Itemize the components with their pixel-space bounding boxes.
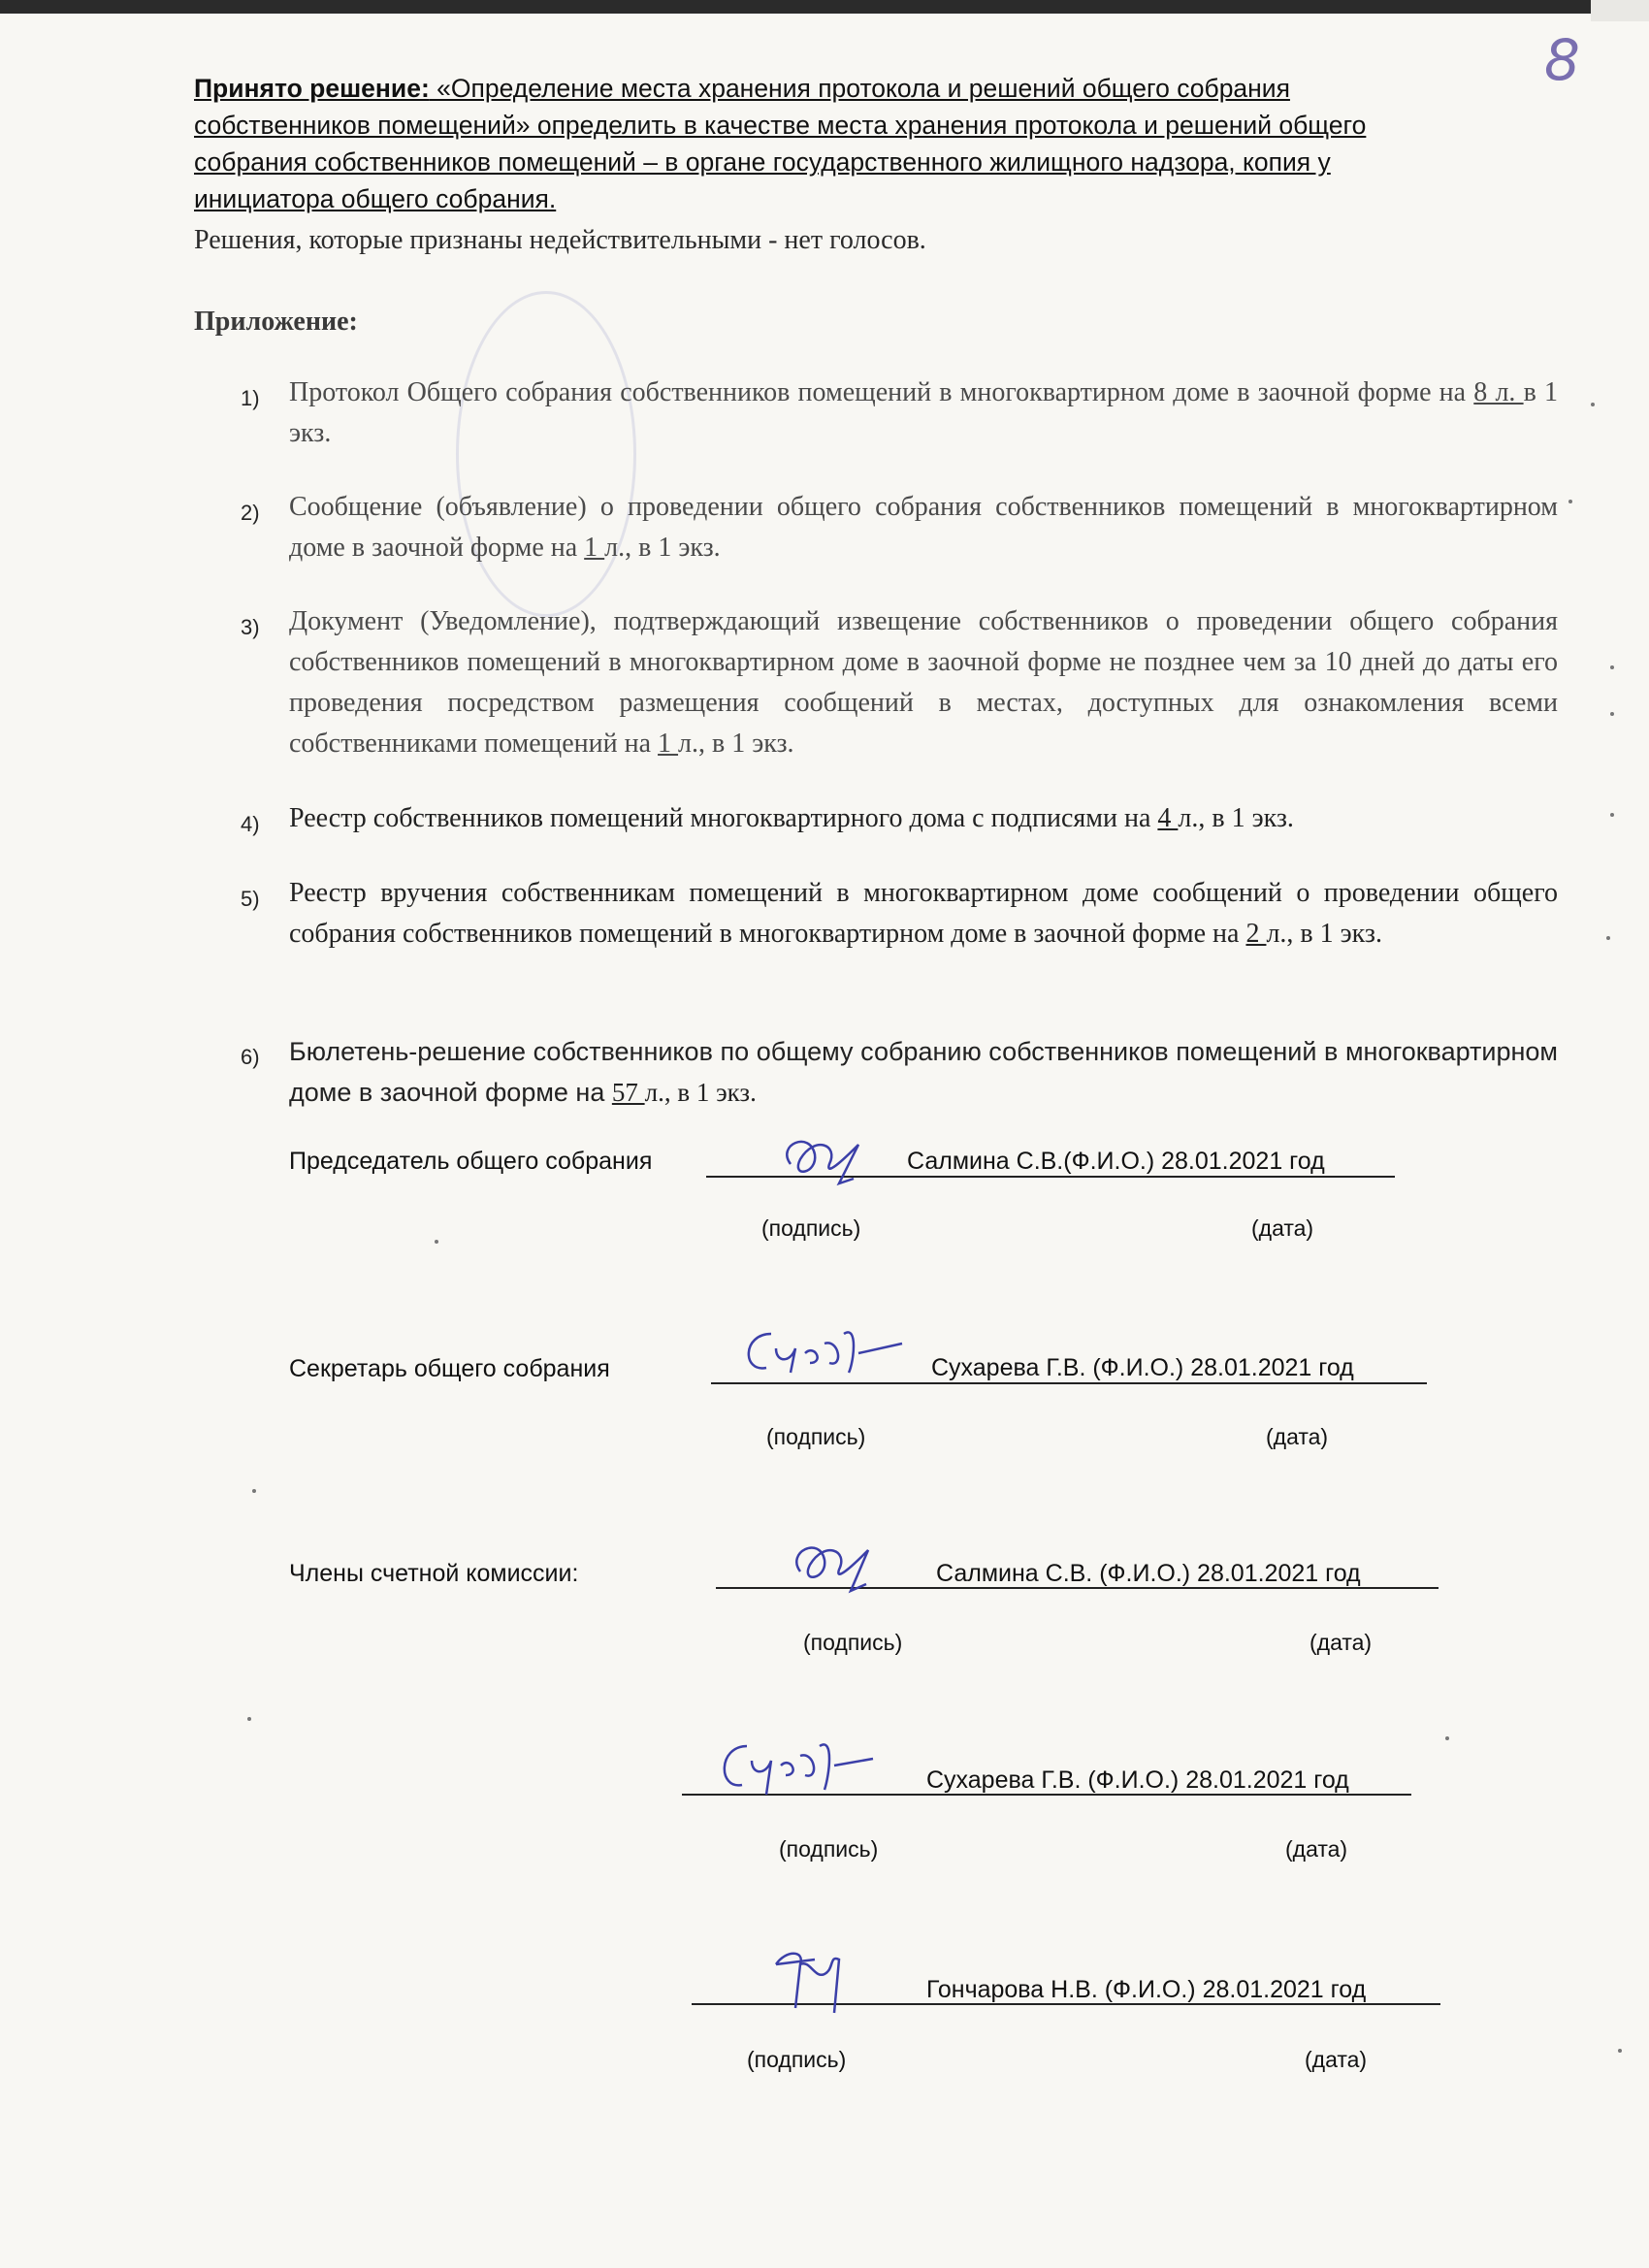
commission-date-caption: (дата) [1285,1836,1348,1862]
decision-line-4: инициатора общего собрания. [194,184,557,213]
chairman-signature [771,1125,888,1193]
commission-sign-caption: (подпись) [779,1836,879,1862]
item-blank: 4 [1157,803,1179,833]
scan-speck [1445,1736,1449,1740]
appendix-item [241,373,1558,454]
scan-speck [1591,403,1595,406]
scan-speck [247,1717,251,1721]
item-text-a: Сообщение (объявление) о проведении общего собрания собственников помещений в многоквартирном доме в заочной форме на [289,492,1558,563]
appendix-item [241,873,1558,995]
appendix-item [241,798,1558,839]
item-blank: 1 [658,729,679,759]
appendix-item [241,601,1558,764]
item-text-a: Документ (Уведомление), подтверждающий извещение собственников о проведении общего собрания собственников помещений в многоквартирном доме в заочной форме не позднее чем за 10 дней до даты его проведения посредством размещения сообщений в местах, доступных для ознакомления всеми собственниками помещений на [289,606,1558,759]
scan-speck [252,1489,256,1493]
item-text-a: Бюлетень-решение собственников по общему собранию собственников помещений в многоквартирном доме в заочной форме на [289,1037,1558,1107]
scan-speck [1606,936,1610,940]
commission-date-caption: (дата) [1305,2047,1368,2072]
item-text [289,873,1558,955]
scan-speck [1610,813,1614,817]
commission-member-name-date: Салмина С.В. (Ф.И.О.) 28.01.2021 год [936,1560,1361,1587]
secretary-signature [732,1314,926,1392]
decision-line-2: собственников помещений» определить в качестве места хранения протокола и решений общего [194,111,1367,140]
scan-edge-corner [1591,0,1649,21]
item-text [289,798,1558,839]
commission-member-name-date: Гончарова Н.В. (Ф.И.О.) 28.01.2021 год [926,1976,1367,2003]
commission-role: Члены счетной комиссии: [289,1560,579,1587]
scan-speck [435,1240,438,1244]
appendix-item [241,487,1558,568]
item-number: 2) [241,501,260,525]
item-number: 3) [241,615,260,639]
item-text-a: Реестр вручения собственникам помещений в многоквартирном доме сообщений о проведении общего собрания собственников помещений в многоквартирном доме в заочной форме на [289,878,1558,949]
scan-edge [0,0,1649,14]
item-text-b: л., в 1 экз. [1266,919,1382,949]
item-text-b: л., в 1 экз. [644,1078,757,1107]
secretary-date-caption: (дата) [1266,1424,1329,1449]
item-blank: 57 [611,1078,645,1107]
item-text-a: Реестр собственников помещений многоквартирного дома с подписями на [289,803,1158,833]
decision-line-3: собрания собственников помещений – в органе государственного жилищного надзора, копия у [194,147,1331,177]
item-text [289,601,1558,764]
chairman-date-caption: (дата) [1251,1215,1314,1241]
handwritten-page-number: 8 [1544,27,1580,93]
secretary-role: Секретарь общего собрания [289,1355,610,1382]
commission-signature [757,1935,873,2023]
chairman-sign-caption: (подпись) [761,1215,861,1241]
commission-date-caption: (дата) [1310,1630,1373,1655]
secretary-name-date: Сухарева Г.В. (Ф.И.О.) 28.01.2021 год [931,1354,1354,1381]
commission-sign-caption: (подпись) [803,1630,903,1655]
appendix-item [241,1031,1558,1113]
appendix-title: Приложение: [194,307,358,337]
decision-line-1: «Определение места хранения протокола и решений общего собрания [429,74,1290,103]
scan-speck [1610,712,1614,716]
item-number: 6) [241,1045,260,1069]
item-number: 4) [241,812,260,836]
item-text-a: Протокол Общего собрания собственников помещений в многоквартирном доме в заочной форме на [289,377,1474,407]
commission-signature [708,1722,902,1809]
secretary-sign-caption: (подпись) [766,1424,866,1449]
commission-signature [781,1528,897,1601]
item-text [289,373,1558,454]
decision-label: Принято решение: [194,74,430,103]
commission-sign-caption: (подпись) [747,2047,847,2072]
item-blank: 1 [584,533,605,563]
item-text [289,487,1558,568]
item-text-b: в 1 экз. [289,377,1558,448]
item-text-b: л., в 1 экз. [1178,803,1294,833]
scan-speck [1568,500,1572,503]
scan-speck [1610,665,1614,669]
chairman-name-date: Салмина С.В.(Ф.И.О.) 28.01.2021 год [907,1148,1325,1175]
scan-speck [1618,2049,1622,2053]
item-text-b: л., в 1 экз. [678,729,794,759]
item-blank: 2 [1245,919,1267,949]
chairman-role: Председатель общего собрания [289,1148,653,1175]
commission-member-name-date: Сухарева Г.В. (Ф.И.О.) 28.01.2021 год [926,1766,1349,1794]
decision-paragraph [194,70,1571,217]
item-text-b: л., в 1 экз. [604,533,721,563]
item-number: 1) [241,386,260,410]
item-text [289,1031,1558,1113]
item-blank: 8 л. [1473,377,1524,407]
invalid-decisions-note: Решения, которые признаны недействительными - нет голосов. [194,225,926,255]
item-number: 5) [241,887,260,911]
